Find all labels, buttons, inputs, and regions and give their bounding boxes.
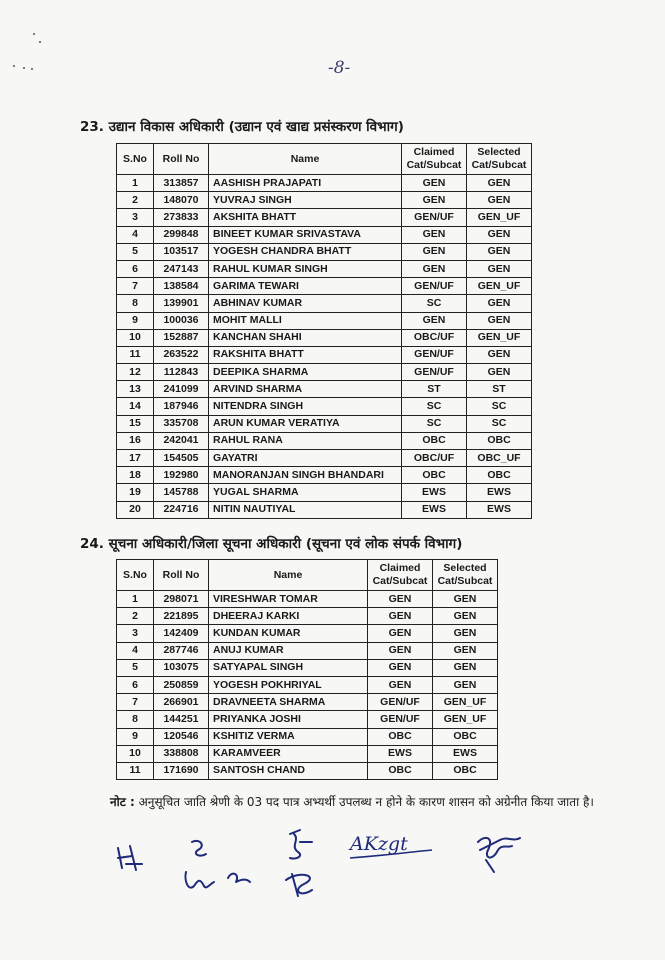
col-selected: Selected Cat/Subcat <box>467 144 532 175</box>
claimed-cell: GEN <box>368 659 433 676</box>
sno-cell: 9 <box>117 728 154 745</box>
claimed-cell: GEN/UF <box>368 694 433 711</box>
claimed-cell: SC <box>402 295 467 312</box>
selected-cell: GEN <box>467 226 532 243</box>
claimed-cell: GEN <box>402 260 467 277</box>
selected-cell: GEN <box>467 175 532 192</box>
name-cell: RAHUL RANA <box>209 432 402 449</box>
col-claimed: Claimed Cat/Subcat <box>368 560 433 591</box>
name-cell: GARIMA TEWARI <box>209 278 402 295</box>
claimed-cell: GEN <box>368 608 433 625</box>
selected-cell: OBC <box>433 762 498 779</box>
name-cell: GAYATRI <box>209 450 402 467</box>
claimed-cell: GEN/UF <box>402 209 467 226</box>
claimed-cell: OBC/UF <box>402 450 467 467</box>
selected-cell: GEN <box>433 659 498 676</box>
sno-cell: 20 <box>117 501 154 518</box>
name-cell: YUGAL SHARMA <box>209 484 402 501</box>
col-roll: Roll No <box>154 560 209 591</box>
table-row <box>117 209 532 226</box>
sno-cell: 17 <box>117 450 154 467</box>
claimed-cell: ST <box>402 381 467 398</box>
table-row <box>117 676 498 693</box>
note-label: नोट : <box>110 795 135 809</box>
claimed-cell: OBC <box>368 762 433 779</box>
roll-cell: 187946 <box>154 398 209 415</box>
roll-cell: 263522 <box>154 346 209 363</box>
table-row <box>117 226 532 243</box>
claimed-cell: OBC <box>368 728 433 745</box>
roll-cell: 335708 <box>154 415 209 432</box>
sno-cell: 10 <box>117 745 154 762</box>
selected-cell: GEN <box>467 312 532 329</box>
roll-cell: 142409 <box>154 625 209 642</box>
roll-cell: 171690 <box>154 762 209 779</box>
name-cell: ARVIND SHARMA <box>209 381 402 398</box>
name-cell: NITENDRA SINGH <box>209 398 402 415</box>
table-row <box>117 175 532 192</box>
table-row <box>117 415 532 432</box>
table-row <box>117 745 498 762</box>
results-table-24 <box>116 559 498 780</box>
roll-cell: 148070 <box>154 192 209 209</box>
name-cell: KARAMVEER <box>209 745 368 762</box>
claimed-cell: GEN/UF <box>402 346 467 363</box>
sno-cell: 15 <box>117 415 154 432</box>
table-row <box>117 467 532 484</box>
name-cell: DHEERAJ KARKI <box>209 608 368 625</box>
claimed-cell: GEN <box>368 676 433 693</box>
col-selected: Selected Cat/Subcat <box>433 560 498 591</box>
roll-cell: 298071 <box>154 591 209 608</box>
roll-cell: 139901 <box>154 295 209 312</box>
roll-cell: 154505 <box>154 450 209 467</box>
table-row <box>117 711 498 728</box>
table-row <box>117 608 498 625</box>
sno-cell: 7 <box>117 278 154 295</box>
sno-cell: 19 <box>117 484 154 501</box>
sno-cell: 6 <box>117 260 154 277</box>
table-header-row <box>117 560 498 591</box>
roll-cell: 112843 <box>154 364 209 381</box>
roll-cell: 192980 <box>154 467 209 484</box>
claimed-cell: EWS <box>402 501 467 518</box>
col-name: Name <box>209 560 368 591</box>
name-cell: SANTOSH CHAND <box>209 762 368 779</box>
roll-cell: 242041 <box>154 432 209 449</box>
roll-cell: 103517 <box>154 243 209 260</box>
selected-cell: OBC <box>467 432 532 449</box>
roll-cell: 266901 <box>154 694 209 711</box>
roll-cell: 338808 <box>154 745 209 762</box>
table-row <box>117 260 532 277</box>
selected-cell: GEN_UF <box>467 329 532 346</box>
claimed-cell: GEN <box>402 175 467 192</box>
claimed-cell: OBC <box>402 432 467 449</box>
sno-cell: 4 <box>117 226 154 243</box>
claimed-cell: GEN <box>368 591 433 608</box>
name-cell: RAHUL KUMAR SINGH <box>209 260 402 277</box>
name-cell: KSHITIZ VERMA <box>209 728 368 745</box>
roll-cell: 120546 <box>154 728 209 745</box>
selected-cell: GEN <box>433 608 498 625</box>
sno-cell: 13 <box>117 381 154 398</box>
sno-cell: 16 <box>117 432 154 449</box>
name-cell: RAKSHITA BHATT <box>209 346 402 363</box>
table-row <box>117 381 532 398</box>
sno-cell: 5 <box>117 659 154 676</box>
signatures <box>0 820 665 960</box>
roll-cell: 224716 <box>154 501 209 518</box>
name-cell: AKSHITA BHATT <box>209 209 402 226</box>
selected-cell: EWS <box>433 745 498 762</box>
name-cell: PRIYANKA JOSHI <box>209 711 368 728</box>
table-row <box>117 243 532 260</box>
claimed-cell: GEN <box>402 192 467 209</box>
sno-cell: 18 <box>117 467 154 484</box>
scan-specks <box>10 30 50 75</box>
selected-cell: GEN <box>467 295 532 312</box>
roll-cell: 138584 <box>154 278 209 295</box>
table-header-row <box>117 144 532 175</box>
claimed-cell: GEN <box>402 226 467 243</box>
sno-cell: 11 <box>117 762 154 779</box>
selected-cell: OBC <box>467 467 532 484</box>
name-cell: VIRESHWAR TOMAR <box>209 591 368 608</box>
sno-cell: 7 <box>117 694 154 711</box>
table-row <box>117 432 532 449</box>
claimed-cell: OBC <box>402 467 467 484</box>
col-roll: Roll No <box>154 144 209 175</box>
sno-cell: 8 <box>117 711 154 728</box>
claimed-cell: OBC/UF <box>402 329 467 346</box>
selected-cell: SC <box>467 415 532 432</box>
section-24-title: 24. सूचना अधिकारी/जिला सूचना अधिकारी (सूचना एवं लोक संपर्क विभाग) <box>80 536 463 552</box>
selected-cell: GEN_UF <box>433 711 498 728</box>
table-row <box>117 364 532 381</box>
sno-cell: 3 <box>117 209 154 226</box>
selected-cell: EWS <box>467 501 532 518</box>
col-name: Name <box>209 144 402 175</box>
claimed-cell: SC <box>402 415 467 432</box>
roll-cell: 145788 <box>154 484 209 501</box>
selected-cell: GEN <box>467 364 532 381</box>
claimed-cell: GEN/UF <box>402 278 467 295</box>
selected-cell: GEN <box>467 192 532 209</box>
sno-cell: 8 <box>117 295 154 312</box>
table-row <box>117 694 498 711</box>
roll-cell: 103075 <box>154 659 209 676</box>
claimed-cell: GEN <box>368 642 433 659</box>
sno-cell: 12 <box>117 364 154 381</box>
selected-cell: GEN <box>433 591 498 608</box>
table-row <box>117 659 498 676</box>
selected-cell: OBC_UF <box>467 450 532 467</box>
sno-cell: 9 <box>117 312 154 329</box>
table-row <box>117 625 498 642</box>
roll-cell: 221895 <box>154 608 209 625</box>
name-cell: ARUN KUMAR VERATIYA <box>209 415 402 432</box>
sno-cell: 14 <box>117 398 154 415</box>
sno-cell: 6 <box>117 676 154 693</box>
sno-cell: 2 <box>117 608 154 625</box>
name-cell: SATYAPAL SINGH <box>209 659 368 676</box>
sno-cell: 5 <box>117 243 154 260</box>
claimed-cell: EWS <box>368 745 433 762</box>
sno-cell: 1 <box>117 175 154 192</box>
selected-cell: GEN <box>433 676 498 693</box>
selected-cell: SC <box>467 398 532 415</box>
claimed-cell: GEN <box>368 625 433 642</box>
name-cell: KANCHAN SHAHI <box>209 329 402 346</box>
col-sno: S.No <box>117 144 154 175</box>
selected-cell: EWS <box>467 484 532 501</box>
table-row <box>117 728 498 745</box>
name-cell: MANORANJAN SINGH BHANDARI <box>209 467 402 484</box>
claimed-cell: SC <box>402 398 467 415</box>
table-row <box>117 591 498 608</box>
name-cell: NITIN NAUTIYAL <box>209 501 402 518</box>
name-cell: AASHISH PRAJAPATI <box>209 175 402 192</box>
table-row <box>117 398 532 415</box>
selected-cell: GEN <box>467 346 532 363</box>
name-cell: DEEPIKA SHARMA <box>209 364 402 381</box>
table-row <box>117 501 532 518</box>
roll-cell: 287746 <box>154 642 209 659</box>
sno-cell: 11 <box>117 346 154 363</box>
name-cell: YOGESH POKHRIYAL <box>209 676 368 693</box>
table-row <box>117 192 532 209</box>
roll-cell: 273833 <box>154 209 209 226</box>
roll-cell: 313857 <box>154 175 209 192</box>
name-cell: ABHINAV KUMAR <box>209 295 402 312</box>
sno-cell: 4 <box>117 642 154 659</box>
selected-cell: GEN_UF <box>467 209 532 226</box>
section-23-title: 23. उद्यान विकास अधिकारी (उद्यान एवं खाद्य प्रसंस्करण विभाग) <box>80 119 404 135</box>
table-row <box>117 329 532 346</box>
results-table-23 <box>116 143 532 519</box>
selected-cell: GEN_UF <box>467 278 532 295</box>
name-cell: BINEET KUMAR SRIVASTAVA <box>209 226 402 243</box>
roll-cell: 100036 <box>154 312 209 329</box>
sno-cell: 1 <box>117 591 154 608</box>
roll-cell: 144251 <box>154 711 209 728</box>
name-cell: YUVRAJ SINGH <box>209 192 402 209</box>
page-number: -8- <box>328 58 351 78</box>
roll-cell: 247143 <box>154 260 209 277</box>
roll-cell: 241099 <box>154 381 209 398</box>
table-row <box>117 346 532 363</box>
table-row <box>117 312 532 329</box>
selected-cell: GEN_UF <box>433 694 498 711</box>
selected-cell: GEN <box>433 625 498 642</box>
table-row <box>117 642 498 659</box>
roll-cell: 250859 <box>154 676 209 693</box>
note-text: अनुसूचित जाति श्रेणी के 03 पद पात्र अभ्यर्थी उपलब्ध न होने के कारण शासन को अग्रेनीत किया जाता है। <box>138 795 594 809</box>
claimed-cell: EWS <box>402 484 467 501</box>
selected-cell: ST <box>467 381 532 398</box>
table-row <box>117 484 532 501</box>
name-cell: MOHIT MALLI <box>209 312 402 329</box>
col-sno: S.No <box>117 560 154 591</box>
name-cell: ANUJ KUMAR <box>209 642 368 659</box>
sno-cell: 2 <box>117 192 154 209</box>
table-row <box>117 278 532 295</box>
selected-cell: GEN <box>467 260 532 277</box>
selected-cell: OBC <box>433 728 498 745</box>
name-cell: YOGESH CHANDRA BHATT <box>209 243 402 260</box>
claimed-cell: GEN <box>402 243 467 260</box>
selected-cell: GEN <box>433 642 498 659</box>
table-row <box>117 295 532 312</box>
claimed-cell: GEN <box>402 312 467 329</box>
name-cell: DRAVNEETA SHARMA <box>209 694 368 711</box>
claimed-cell: GEN/UF <box>402 364 467 381</box>
signature-text: AKzgt <box>350 833 408 855</box>
col-claimed: Claimed Cat/Subcat <box>402 144 467 175</box>
table-row <box>117 450 532 467</box>
note-paragraph <box>110 793 620 811</box>
sno-cell: 3 <box>117 625 154 642</box>
roll-cell: 152887 <box>154 329 209 346</box>
table-row <box>117 762 498 779</box>
name-cell: KUNDAN KUMAR <box>209 625 368 642</box>
selected-cell: GEN <box>467 243 532 260</box>
claimed-cell: GEN/UF <box>368 711 433 728</box>
sno-cell: 10 <box>117 329 154 346</box>
roll-cell: 299848 <box>154 226 209 243</box>
